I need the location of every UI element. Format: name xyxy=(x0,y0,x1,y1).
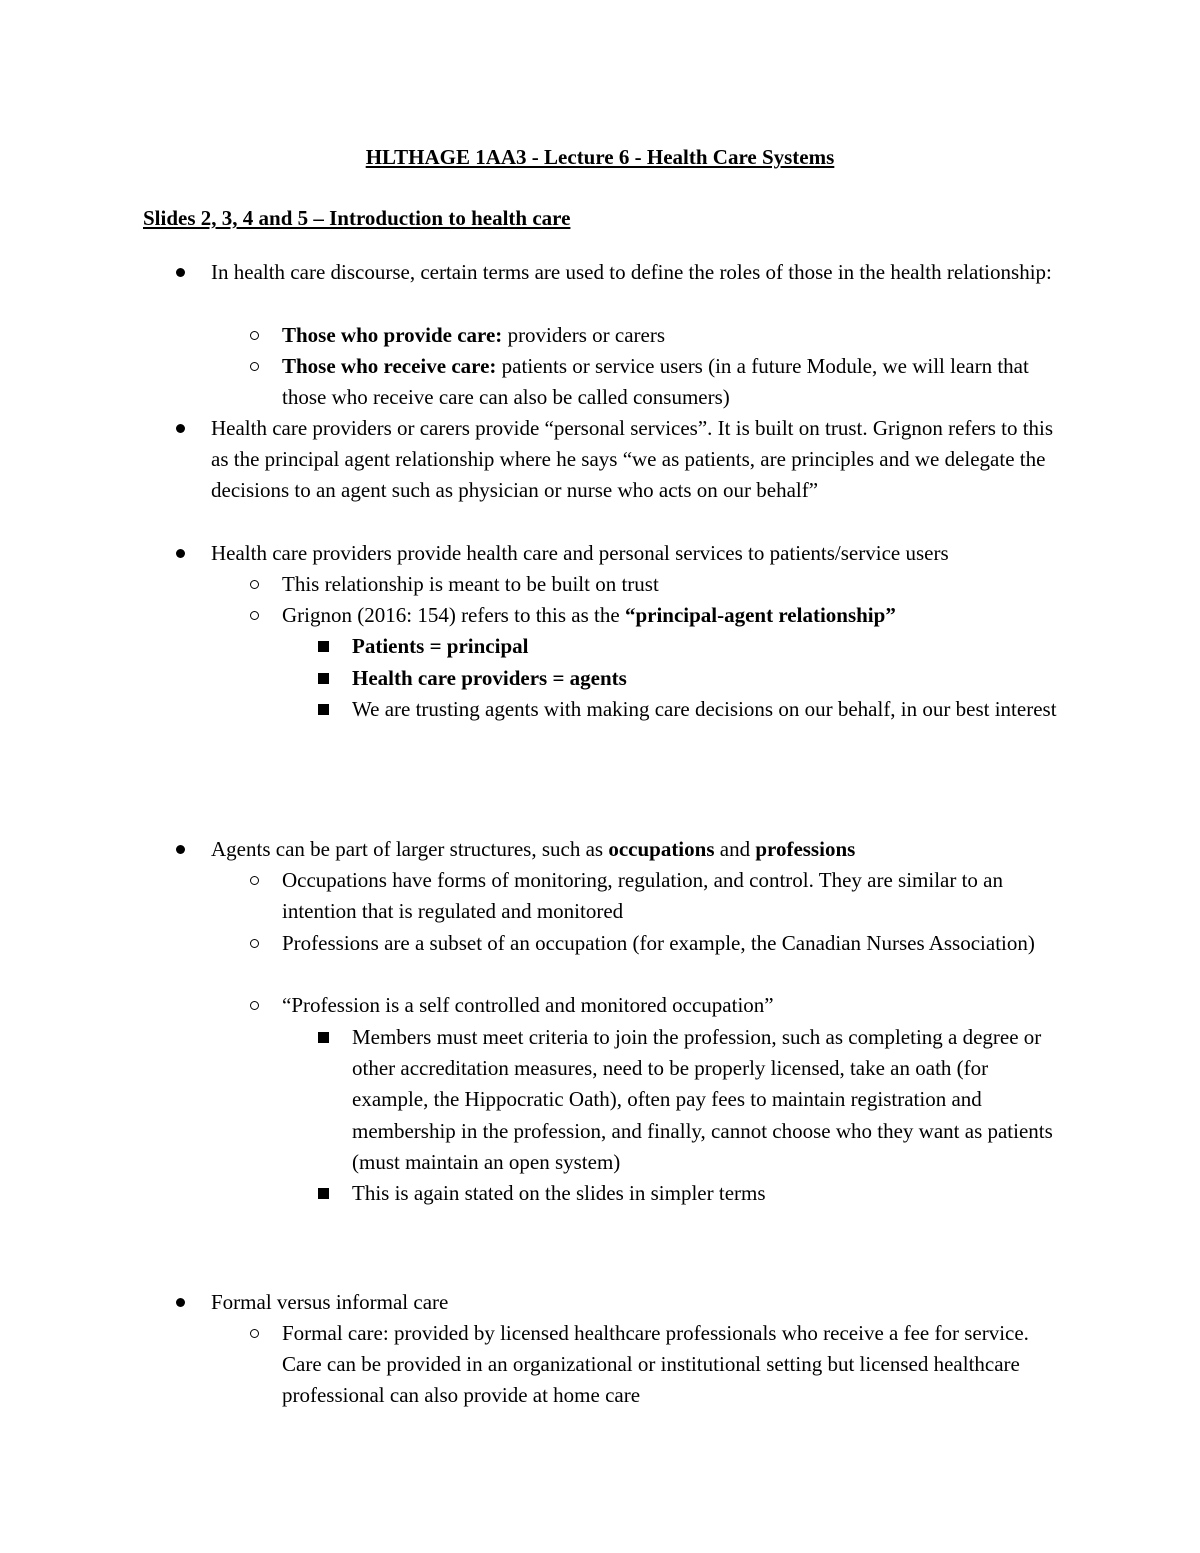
list-item: “Profession is a self controlled and monitored occupation” xyxy=(282,993,774,1017)
list-item: This relationship is meant to be built on trust xyxy=(282,572,659,596)
bullet-disc-icon xyxy=(176,1298,185,1307)
bullet-circle-icon xyxy=(250,362,259,371)
list-item: Professions are a subset of an occupation (for example, the Canadian Nurses Association) xyxy=(282,931,1035,955)
emphasis-text: occupations xyxy=(608,837,715,861)
bullet-circle-icon xyxy=(250,1001,259,1010)
bullet-disc-icon xyxy=(176,268,185,277)
term-definition: providers or carers xyxy=(502,323,665,347)
bullet-square-icon xyxy=(318,704,329,715)
list-item: Health care providers provide health care and personal services to patients/service users xyxy=(211,541,949,565)
emphasis-text: “principal-agent relationship” xyxy=(624,603,896,627)
item-text: Grignon (2016: 154) refers to this as the xyxy=(282,603,625,627)
list-item: Formal care: provided by licensed healthcare professionals who receive a fee for service. Care can be provided in an organizational or institutional setting but licensed healthcare professional can also provide at home care xyxy=(282,1321,1029,1408)
emphasis-text: professions xyxy=(755,837,856,861)
bullet-square-icon xyxy=(318,1032,329,1043)
list-item xyxy=(282,351,1062,413)
bullet-square-icon xyxy=(318,641,329,652)
page-title: HLTHAGE 1AA3 - Lecture 6 - Health Care Systems xyxy=(365,145,835,169)
list-item: Patients = principal xyxy=(352,634,529,658)
bullet-disc-icon xyxy=(176,424,185,433)
bullet-circle-icon xyxy=(250,580,259,589)
list-item: Occupations have forms of monitoring, regulation, and control. They are similar to an intention that is regulated and monitored xyxy=(282,868,1004,924)
item-text: Agents can be part of larger structures, such as xyxy=(211,837,609,861)
term-label: Those who provide care: xyxy=(282,323,503,347)
list-item xyxy=(211,834,1061,865)
bullet-square-icon xyxy=(318,673,329,684)
list-item xyxy=(282,600,1062,631)
section-heading: Slides 2, 3, 4 and 5 – Introduction to health care xyxy=(143,206,571,230)
item-text: and xyxy=(714,837,756,861)
list-item: Formal versus informal care xyxy=(211,1290,449,1314)
list-item xyxy=(282,320,1062,351)
bullet-circle-icon xyxy=(250,331,259,340)
term-label: Those who receive care: xyxy=(282,354,497,378)
bullet-circle-icon xyxy=(250,1329,259,1338)
bullet-circle-icon xyxy=(250,611,259,620)
list-item: Health care providers = agents xyxy=(352,666,627,690)
list-item: We are trusting agents with making care decisions on our behalf, in our best interest xyxy=(352,697,1057,721)
bullet-circle-icon xyxy=(250,876,259,885)
list-item: In health care discourse, certain terms are used to define the roles of those in the health relationship: xyxy=(211,260,1052,284)
bullet-circle-icon xyxy=(250,939,259,948)
list-item: This is again stated on the slides in simpler terms xyxy=(352,1181,766,1205)
term-definition: patients or service users (in a future Module, we will learn that those who receive care can also be called consumers) xyxy=(282,354,1029,410)
bullet-disc-icon xyxy=(176,549,185,558)
bullet-square-icon xyxy=(318,1188,329,1199)
list-item: Members must meet criteria to join the profession, such as completing a degree or other accreditation measures, need to be properly licensed, take an oath (for example, the Hippocratic Oath), often pay fees to maintain registration and membership in the profession, and finally, cannot choose who they want as patients (must maintain an open system) xyxy=(352,1025,1053,1174)
bullet-disc-icon xyxy=(176,845,185,854)
list-item: Health care providers or carers provide “personal services”. It is built on trust. Grignon refers to this as the principal agent relationship where he says “we as patients, are principles and we delegate the decisions to an agent such as physician or nurse who acts on our behalf” xyxy=(211,416,1054,503)
